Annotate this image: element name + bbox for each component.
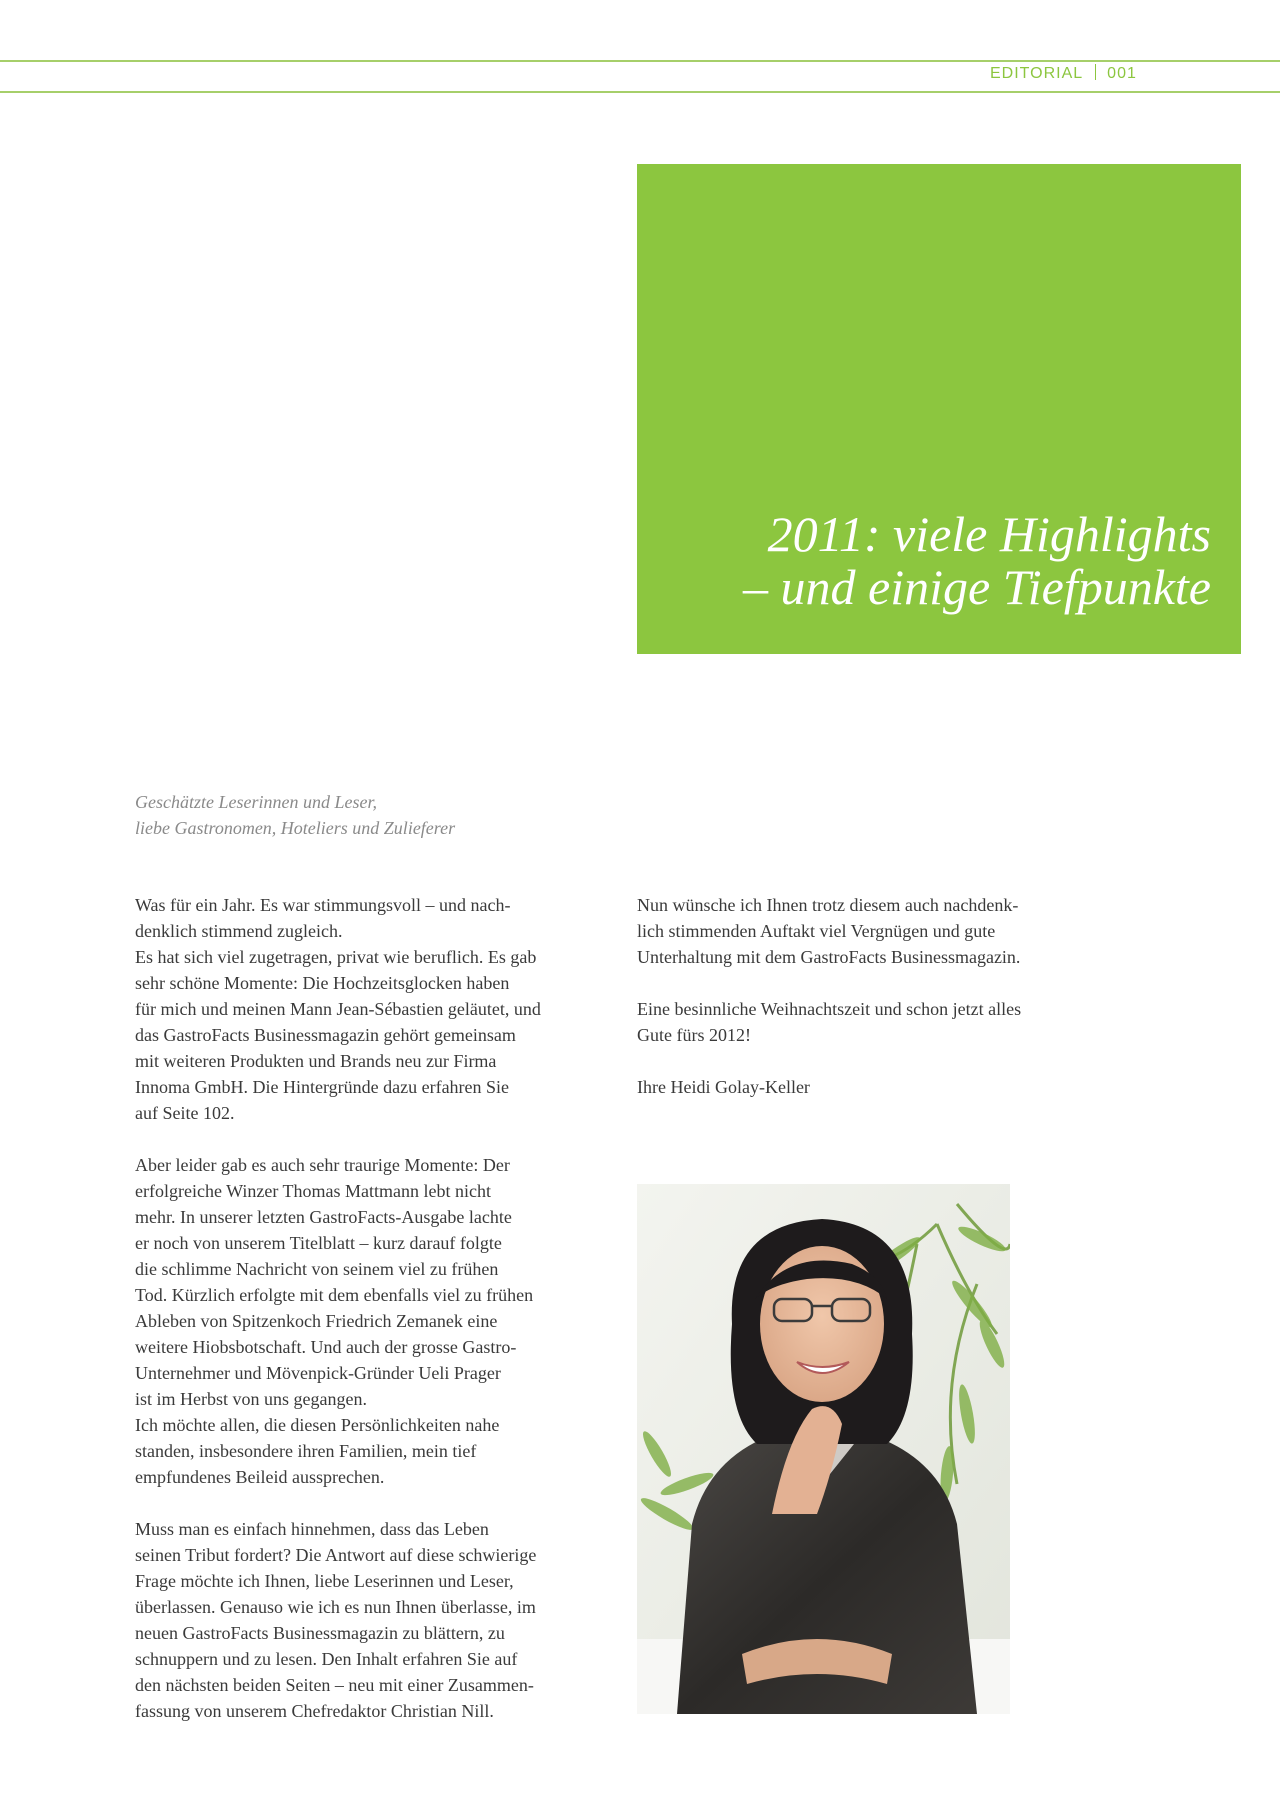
text-line: auf Seite 102.: [135, 1103, 235, 1123]
text-line: mehr. In unserer letzten GastroFacts-Ausgabe lachte: [135, 1207, 512, 1227]
header-rule-bottom: [0, 91, 1280, 93]
body-column-left: [135, 892, 615, 1724]
author-photo: [637, 1184, 1010, 1714]
text-line: das GastroFacts Businessmagazin gehört gemeinsam: [135, 1025, 516, 1045]
text-line: Ihre Heidi Golay-Keller: [637, 1077, 810, 1097]
text-line: seinen Tribut fordert? Die Antwort auf diese schwierige: [135, 1545, 537, 1565]
text-line: ist im Herbst von uns gegangen.: [135, 1389, 367, 1409]
text-line: Muss man es einfach hinnehmen, dass das Leben: [135, 1519, 489, 1539]
text-line: Nun wünsche ich Ihnen trotz diesem auch nachdenk-: [637, 895, 1019, 915]
text-line: Innoma GmbH. Die Hintergründe dazu erfahren Sie: [135, 1077, 510, 1097]
text-line: schnuppern und zu lesen. Den Inhalt erfahren Sie auf: [135, 1649, 518, 1669]
signature: [637, 1074, 1097, 1100]
text-line: Unternehmer und Mövenpick-Gründer Ueli Prager: [135, 1363, 501, 1383]
text-line: denklich stimmend zugleich.: [135, 921, 343, 941]
text-line: Ableben von Spitzenkoch Friedrich Zemanek eine: [135, 1311, 498, 1331]
header-separator: [1095, 64, 1096, 80]
text-line: lich stimmenden Auftakt viel Vergnügen und gute: [637, 921, 996, 941]
text-line: weitere Hiobsbotschaft. Und auch der grosse Gastro-: [135, 1337, 517, 1357]
text-line: neuen GastroFacts Businessmagazin zu blättern, zu: [135, 1623, 505, 1643]
text-line: erfolgreiche Winzer Thomas Mattmann lebt nicht: [135, 1181, 491, 1201]
text-line: Aber leider gab es auch sehr traurige Momente: Der: [135, 1155, 510, 1175]
title-line-2: – und einige Tiefpunkte: [743, 559, 1211, 615]
salutation: [135, 789, 455, 841]
page-title: [743, 508, 1211, 614]
text-line: überlassen. Genauso wie ich es nun Ihnen überlasse, im: [135, 1597, 536, 1617]
section-label: EDITORIAL: [990, 65, 1084, 82]
salutation-line-1: Geschätzte Leserinnen und Leser,: [135, 792, 377, 812]
text-line: für mich und meinen Mann Jean-Sébastien geläutet, und: [135, 999, 541, 1019]
paragraph: [637, 892, 1097, 970]
text-line: Was für ein Jahr. Es war stimmungsvoll – und nach-: [135, 895, 511, 915]
text-line: sehr schöne Momente: Die Hochzeitsglocken haben: [135, 973, 510, 993]
paragraph: [637, 996, 1097, 1048]
page-number: 001: [1107, 65, 1137, 82]
title-line-1: 2011: viele Highlights: [767, 506, 1211, 562]
text-line: Ich möchte allen, die diesen Persönlichkeiten nahe: [135, 1415, 500, 1435]
text-line: den nächsten beiden Seiten – neu mit einer Zusammen-: [135, 1675, 534, 1695]
running-header: [990, 64, 1137, 83]
text-line: standen, insbesondere ihren Familien, mein tief: [135, 1441, 477, 1461]
text-line: Es hat sich viel zugetragen, privat wie beruflich. Es gab: [135, 947, 537, 967]
text-line: die schlimme Nachricht von seinem viel zu frühen: [135, 1259, 499, 1279]
paragraph: [135, 892, 615, 1126]
text-line: mit weiteren Produkten und Brands neu zur Firma: [135, 1051, 497, 1071]
text-line: Eine besinnliche Weihnachtszeit und schon jetzt alles: [637, 999, 1022, 1019]
text-line: fassung von unserem Chefredaktor Christian Nill.: [135, 1701, 494, 1721]
body-column-right: [637, 892, 1097, 1100]
text-line: Unterhaltung mit dem GastroFacts Businessmagazin.: [637, 947, 1021, 967]
paragraph: [135, 1152, 615, 1490]
text-line: er noch von unserem Titelblatt – kurz darauf folgte: [135, 1233, 502, 1253]
author-portrait-illustration: [637, 1184, 1010, 1714]
text-line: Gute fürs 2012!: [637, 1025, 751, 1045]
text-line: empfundenes Beileid aussprechen.: [135, 1467, 385, 1487]
salutation-line-2: liebe Gastronomen, Hoteliers und Zulieferer: [135, 818, 456, 838]
text-line: Frage möchte ich Ihnen, liebe Leserinnen und Leser,: [135, 1571, 514, 1591]
text-line: Tod. Kürzlich erfolgte mit dem ebenfalls viel zu frühen: [135, 1285, 534, 1305]
header-rule-top: [0, 60, 1280, 62]
title-box: [637, 164, 1241, 654]
paragraph: [135, 1516, 615, 1724]
